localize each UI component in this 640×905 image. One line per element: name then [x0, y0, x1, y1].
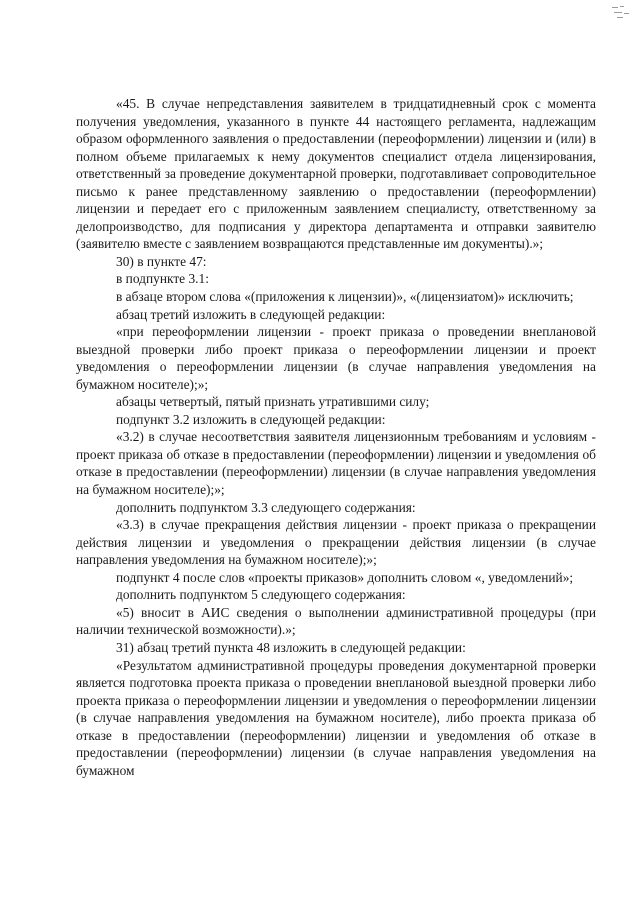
paragraph-item-31: 31) абзац третий пункта 48 изложить в следующей редакции:	[116, 639, 466, 655]
paragraph: подпункт 3.2 изложить в следующей редакции:	[116, 411, 386, 427]
document-page	[76, 95, 596, 779]
paragraph-subitem-3-2: «3.2) в случае несоответствия заявителя лицензионным требованиям и условиям - проект приказа об отказе в предоставлении (переоформлении) лицензии и уведомления об отказе в предоставлении (переоформлении) лицензии (в случае направления уведомления на бумажном носителе);»;	[76, 429, 596, 498]
paragraph: в абзаце втором слова «(приложения к лицензии)», «(лицензиатом)» исключить;	[116, 289, 574, 305]
paragraph-item-30: 30) в пункте 47:	[116, 253, 207, 269]
paragraph: абзацы четвертый, пятый признать утратившими силу;	[116, 394, 430, 410]
paragraph-45: «45. В случае непредставления заявителем в тридцатидневный срок с момента получения уведомления, указанного в пункте 44 настоящего регламента, надлежащим образом оформленного заявления о предоставлении (переоформлении) лицензии и (или) в полном объеме прилагаемых к нему документов специалист отдела лицензирования, ответственный за проведение документарной проверки, подготавливает сопроводительное письмо к ранее представленному заявлению о предоставлении (переоформлении) лицензии и передает его с приложенным заявлением специалисту, ответственному за делопроизводство, для подписания у директора департамента и отправки заявителю (заявителю вместе с заявлением возвращаются представленные им документы).»;	[76, 96, 596, 252]
paragraph-subitem-3-1: в подпункте 3.1:	[116, 271, 209, 287]
paragraph: абзац третий изложить в следующей редакции:	[116, 306, 386, 322]
paragraph: подпункт 4 после слов «проекты приказов» дополнить словом «, уведомлений»;	[116, 569, 574, 585]
paragraph: дополнить подпунктом 5 следующего содержания:	[116, 587, 406, 603]
scan-mark	[610, 4, 632, 22]
paragraph-result: «Результатом административной процедуры проведения документарной проверки является подготовка проекта приказа о проведении внеплановой выездной проверки либо проекта приказа о переоформлении лицензии и уведомления о переоформлении лицензии (в случае направления уведомления на бумажном носителе), либо проекта приказа об отказе в предоставлении (переоформлении) лицензии и уведомления об отказе в предоставлении (переоформлении) лицензии (в случае направления уведомления на бумажном	[76, 657, 596, 778]
paragraph: «при переоформлении лицензии - проект приказа о проведении внеплановой выездной проверки либо проект приказа о переоформлении лицензии и проект уведомления о переоформлении лицензии (в случае направления уведомления на бумажном носителе);»;	[76, 324, 596, 392]
paragraph-subitem-5: «5) вносит в АИС сведения о выполнении административной процедуры (при наличии технической возможности).»;	[76, 604, 596, 638]
paragraph-subitem-3-3: «3.3) в случае прекращения действия лицензии - проект приказа о прекращении действия лицензии и уведомления о прекращении действия лицензии (в случае направления уведомления на бумажном носителе);»;	[76, 517, 596, 568]
paragraph: дополнить подпунктом 3.3 следующего содержания:	[116, 499, 416, 515]
